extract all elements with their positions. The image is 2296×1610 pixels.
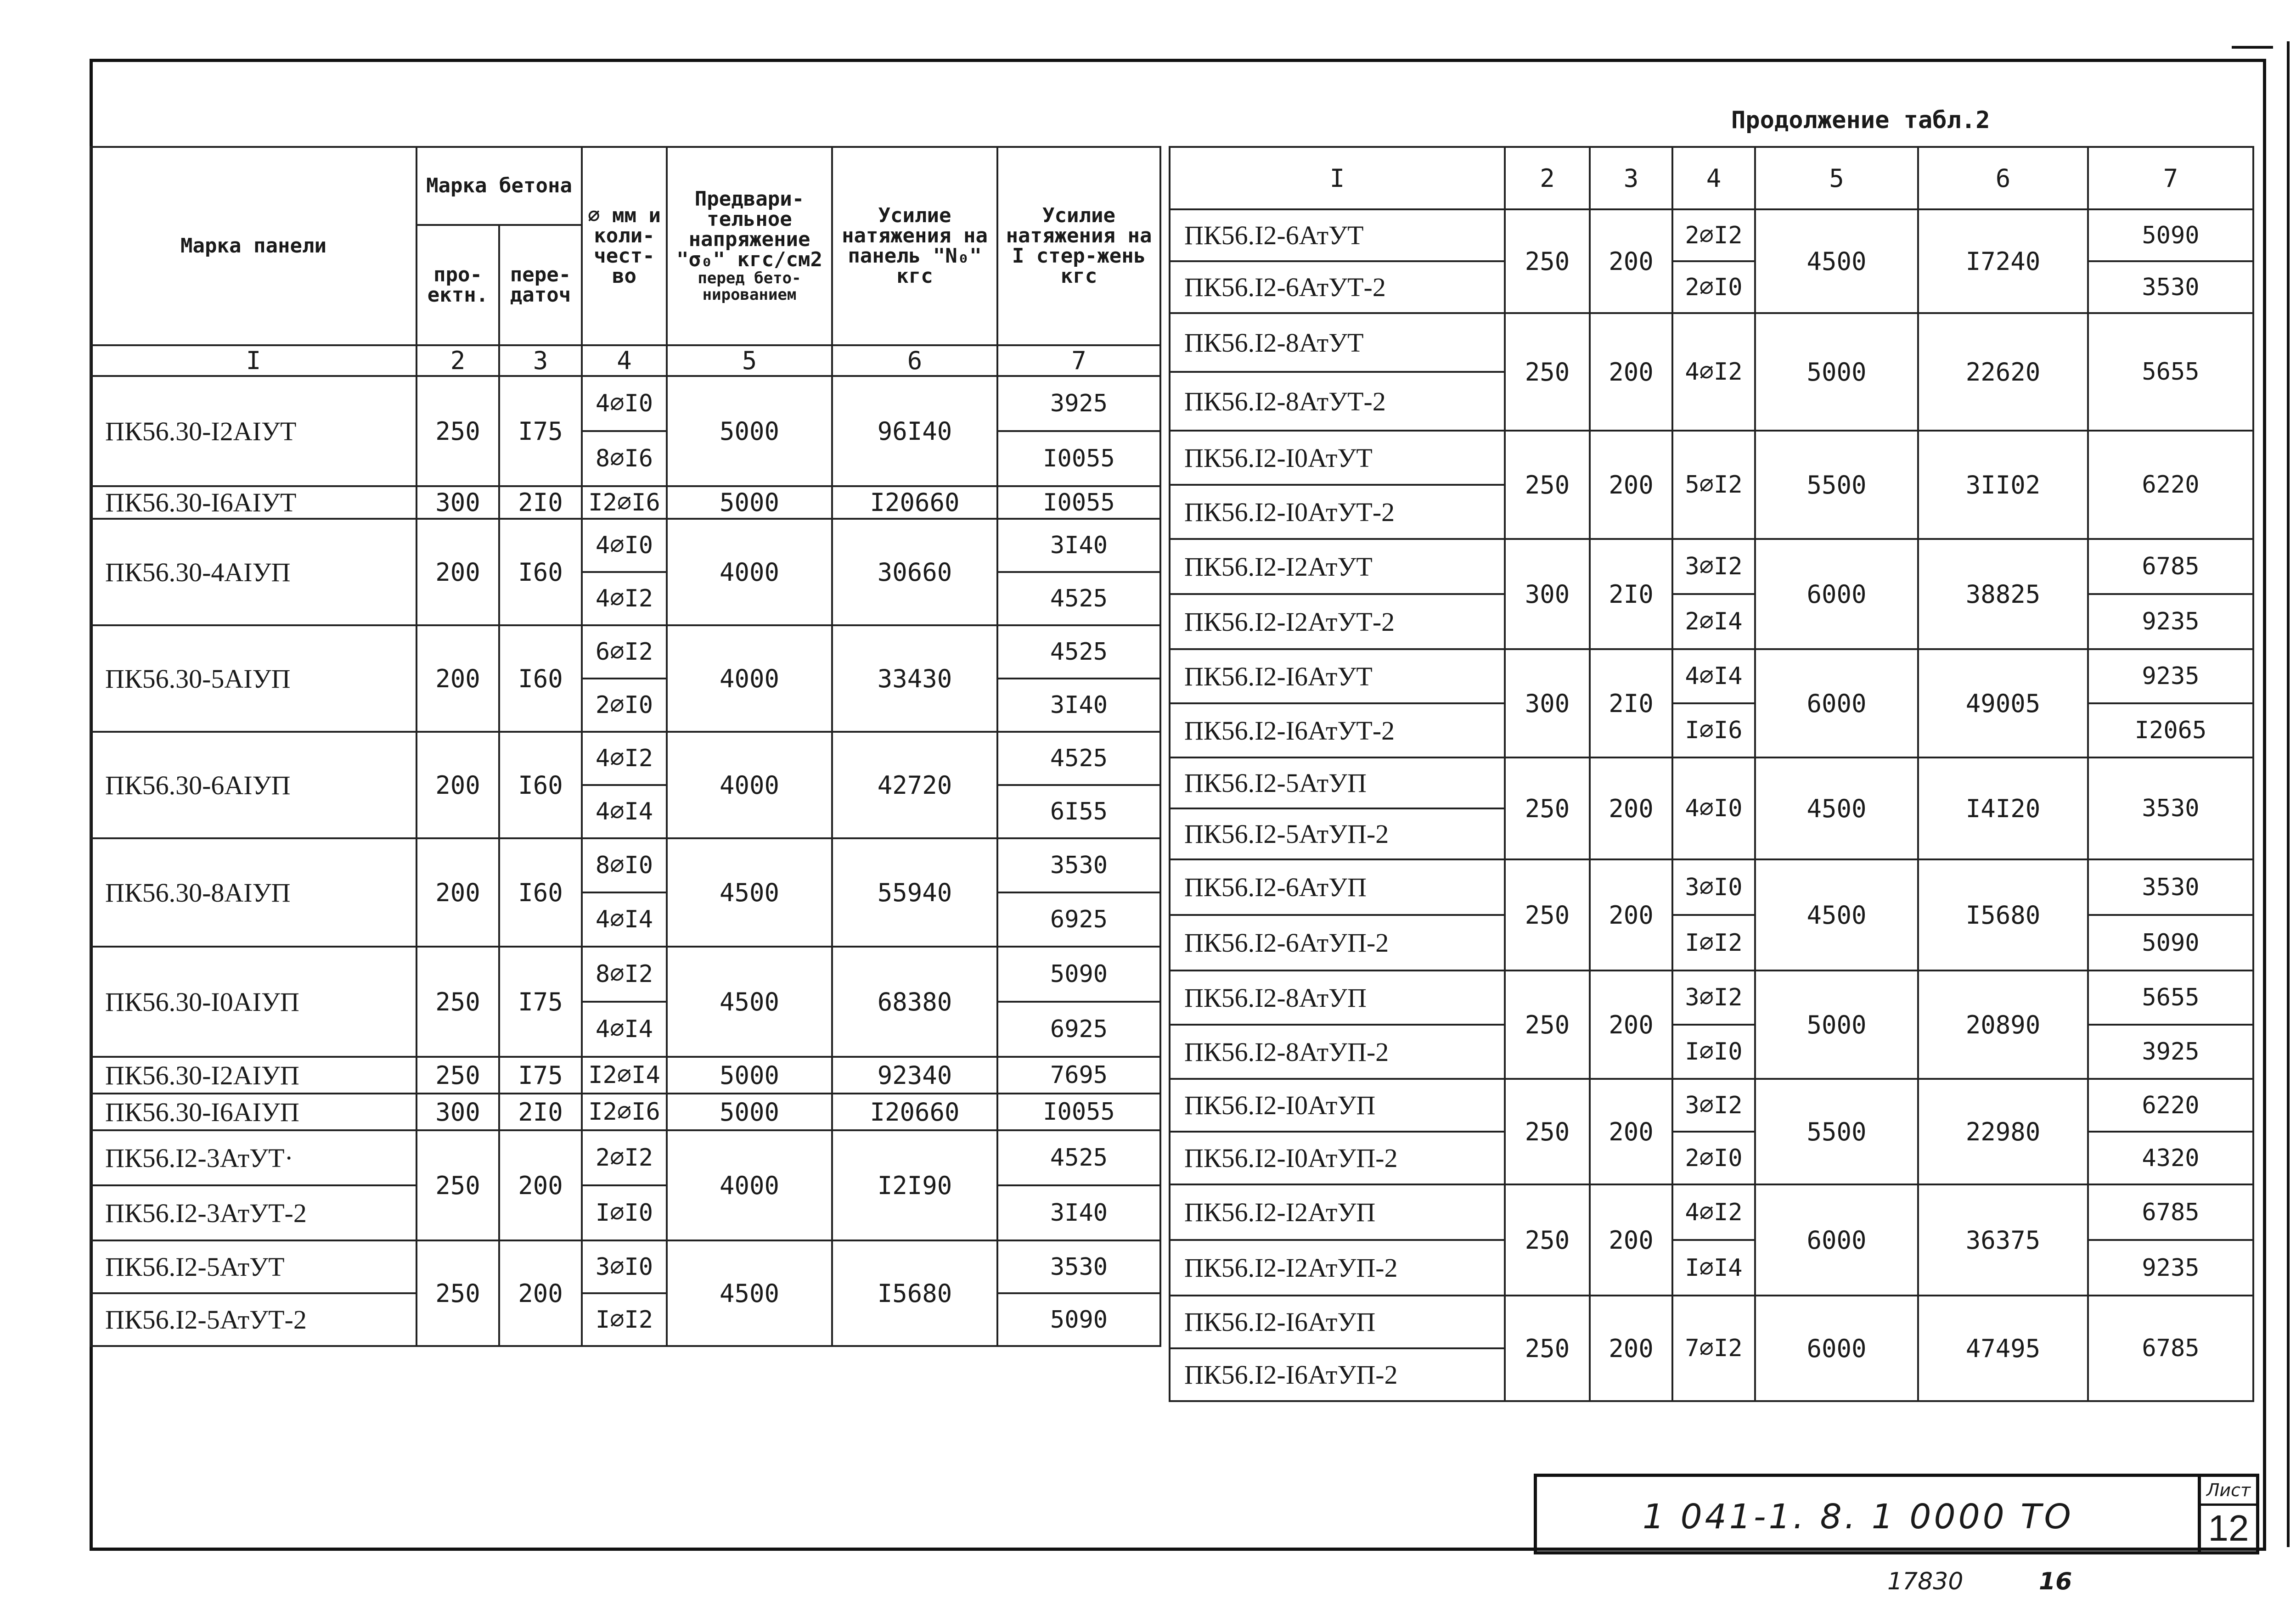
force-bar-value: 3530 [997, 838, 1160, 892]
column-number: 2 [416, 345, 499, 376]
force-panel-value: I20660 [832, 486, 997, 519]
force-bar-value: 6925 [997, 1002, 1160, 1057]
concrete-transfer: I75 [499, 947, 582, 1057]
concrete-design: 250 [1505, 431, 1590, 539]
continuation-title: Продолжение табл.2 [1731, 107, 1990, 134]
panel-mark: ПК56.I2-8АтУТ-2 [1170, 372, 1505, 431]
table-row [1170, 1132, 2253, 1184]
prestress-value: 4500 [1755, 757, 1918, 859]
prestress-value: 4500 [667, 1240, 832, 1346]
panel-mark: ПК56.I2-I6АтУТ [1170, 649, 1505, 703]
prestress-value: 6000 [1755, 1296, 1918, 1401]
force-bar-value: 3530 [2088, 859, 2253, 915]
panel-mark: ПК56.I2-I2АтУТ-2 [1170, 594, 1505, 649]
prestress-value: 5000 [667, 486, 832, 519]
sheet-number: 12 [2208, 1508, 2249, 1548]
table-row [90, 1057, 1160, 1094]
reinforcement: 3∅I2 [1672, 1079, 1755, 1132]
concrete-transfer: 200 [1590, 209, 1672, 313]
table-row [1170, 859, 2253, 915]
panel-mark: ПК56.I2-6АтУТ [1170, 209, 1505, 261]
force-bar-value: I0055 [997, 486, 1160, 519]
force-panel-value: I7240 [1918, 209, 2088, 313]
sheet-label: Лист [2201, 1477, 2256, 1506]
force-panel-value: 49005 [1918, 649, 2088, 757]
right-table [1169, 146, 2254, 1402]
header-panel-mark: Марка панели [90, 147, 416, 345]
column-number: 4 [1672, 147, 1755, 209]
concrete-design: 200 [416, 838, 499, 947]
force-bar-value: 3925 [997, 376, 1160, 431]
concrete-design: 250 [1505, 1184, 1590, 1296]
panel-mark: ПК56.30-5АIУП [90, 625, 416, 732]
table-row [90, 1240, 1160, 1293]
header-concrete-mark: Марка бетона [416, 147, 582, 225]
reinforcement: 4∅I0 [582, 519, 667, 572]
concrete-transfer: 200 [1590, 757, 1672, 859]
panel-mark: ПК56.I2-5АтУТ [90, 1240, 416, 1293]
force-bar-value: I2065 [2088, 703, 2253, 757]
reinforcement: 7∅I2 [1672, 1296, 1755, 1401]
header-prestress [667, 147, 832, 345]
sheet-box [2198, 1477, 2256, 1551]
panel-mark: ПК56.I2-I6АтУП-2 [1170, 1348, 1505, 1401]
table-row [1170, 539, 2253, 594]
force-panel-value: 22980 [1918, 1079, 2088, 1184]
panel-mark: ПК56.I2-5АтУП [1170, 757, 1505, 808]
table-row [1170, 970, 2253, 1025]
prestress-value: 5500 [1755, 1079, 1918, 1184]
force-bar-value: 4525 [997, 572, 1160, 625]
prestress-value: 4500 [667, 947, 832, 1057]
column-number-row [1170, 147, 2253, 209]
table-row [1170, 649, 2253, 703]
reinforcement: I∅I4 [1672, 1240, 1755, 1296]
table-row [1170, 757, 2253, 808]
concrete-transfer: I60 [499, 625, 582, 732]
force-bar-value: 3I40 [997, 679, 1160, 732]
table-row [1170, 1079, 2253, 1132]
reinforcement: 4∅I4 [582, 892, 667, 947]
force-panel-value: 38825 [1918, 539, 2088, 649]
table-row [1170, 431, 2253, 485]
concrete-design: 250 [416, 1057, 499, 1094]
force-bar-value: 5655 [2088, 313, 2253, 431]
column-number: I [1170, 147, 1505, 209]
column-number: 3 [499, 345, 582, 376]
column-number: 3 [1590, 147, 1672, 209]
column-number: 7 [997, 345, 1160, 376]
reinforcement: I∅I2 [582, 1293, 667, 1346]
prestress-value: 4500 [1755, 209, 1918, 313]
concrete-transfer: 200 [1590, 1184, 1672, 1296]
prestress-value: 6000 [1755, 1184, 1918, 1296]
reinforcement: 8∅I6 [582, 431, 667, 486]
force-bar-value: 7695 [997, 1057, 1160, 1094]
table-row [90, 519, 1160, 572]
prestress-value: 6000 [1755, 649, 1918, 757]
panel-mark: ПК56.30-I2АIУТ [90, 376, 416, 486]
concrete-design: 300 [416, 1094, 499, 1130]
force-bar-value: 6I55 [997, 785, 1160, 838]
reinforcement: 4∅I2 [1672, 313, 1755, 431]
force-bar-value: 6220 [2088, 431, 2253, 539]
reinforcement: 4∅I4 [1672, 649, 1755, 703]
panel-mark: ПК56.I2-6АтУП [1170, 859, 1505, 915]
reinforcement: 4∅I2 [1672, 1184, 1755, 1240]
panel-mark: ПК56.I2-5АтУТ-2 [90, 1293, 416, 1346]
panel-mark: ПК56.I2-5АтУП-2 [1170, 808, 1505, 859]
panel-mark: ПК56.I2-6АтУП-2 [1170, 915, 1505, 970]
reinforcement: 4∅I0 [1672, 757, 1755, 859]
reinforcement: 4∅I0 [582, 376, 667, 431]
force-bar-value: I0055 [997, 1094, 1160, 1130]
reinforcement: 2∅I2 [582, 1130, 667, 1185]
table-row [90, 376, 1160, 431]
concrete-design: 300 [1505, 539, 1590, 649]
column-number: 6 [1918, 147, 2088, 209]
force-bar-value: 3I40 [997, 519, 1160, 572]
force-bar-value: 3530 [2088, 261, 2253, 313]
force-panel-value: I2I90 [832, 1130, 997, 1240]
table-row [1170, 1025, 2253, 1079]
reinforcement: 5∅I2 [1672, 431, 1755, 539]
concrete-design: 250 [416, 1130, 499, 1240]
concrete-transfer: 200 [1590, 431, 1672, 539]
force-bar-value: 3530 [2088, 757, 2253, 859]
table-row [1170, 1240, 2253, 1296]
force-bar-value: 4320 [2088, 1132, 2253, 1184]
force-panel-value: I4I20 [1918, 757, 2088, 859]
force-panel-value: I5680 [1918, 859, 2088, 970]
panel-mark: ПК56.I2-I0АтУТ-2 [1170, 485, 1505, 539]
prestress-value: 5000 [1755, 970, 1918, 1079]
force-panel-value: 36375 [1918, 1184, 2088, 1296]
force-panel-value: 30660 [832, 519, 997, 625]
panel-mark: ПК56.30-6АIУП [90, 732, 416, 838]
concrete-transfer: I60 [499, 732, 582, 838]
table-row [90, 625, 1160, 679]
column-number: 6 [832, 345, 997, 376]
force-bar-value: 5090 [2088, 209, 2253, 261]
concrete-transfer: 200 [1590, 859, 1672, 970]
prestress-value: 4500 [667, 838, 832, 947]
reinforcement: I2∅I6 [582, 1094, 667, 1130]
concrete-design: 250 [1505, 859, 1590, 970]
header-design: про-ектн. [416, 225, 499, 345]
table-row [1170, 915, 2253, 970]
reinforcement: 8∅I0 [582, 838, 667, 892]
panel-mark: ПК56.I2-I0АтУТ [1170, 431, 1505, 485]
concrete-transfer: I75 [499, 376, 582, 486]
table-row [90, 1293, 1160, 1346]
reinforcement: 4∅I4 [582, 785, 667, 838]
concrete-design: 250 [1505, 209, 1590, 313]
reinforcement: 4∅I2 [582, 732, 667, 785]
force-bar-value: 6925 [997, 892, 1160, 947]
concrete-transfer: 200 [1590, 1296, 1672, 1401]
panel-mark: ПК56.I2-I2АтУП [1170, 1184, 1505, 1240]
panel-mark: ПК56.I2-I0АтУП-2 [1170, 1132, 1505, 1184]
panel-mark: ПК56.30-I6АIУП [90, 1094, 416, 1130]
reinforcement: 2∅I0 [1672, 261, 1755, 313]
concrete-transfer: 2I0 [499, 1094, 582, 1130]
concrete-design: 250 [1505, 757, 1590, 859]
prestress-value: 5000 [667, 1094, 832, 1130]
force-bar-value: 9235 [2088, 594, 2253, 649]
force-panel-value: 68380 [832, 947, 997, 1057]
table-row [90, 486, 1160, 519]
document-number: 1 041-1. 8. 1 0000 ТО [1643, 1497, 2074, 1537]
force-panel-value: 33430 [832, 625, 997, 732]
panel-mark: ПК56.30-I6АIУТ [90, 486, 416, 519]
footer-number: 17830 [1887, 1568, 1964, 1595]
concrete-transfer: 200 [1590, 1079, 1672, 1184]
reinforcement: I2∅I6 [582, 486, 667, 519]
force-bar-value: 4525 [997, 625, 1160, 679]
concrete-design: 200 [416, 732, 499, 838]
concrete-transfer: 200 [1590, 313, 1672, 431]
force-panel-value: 47495 [1918, 1296, 2088, 1401]
force-bar-value: I0055 [997, 431, 1160, 486]
reinforcement: 4∅I2 [582, 572, 667, 625]
force-bar-value: 9235 [2088, 649, 2253, 703]
concrete-transfer: 200 [1590, 970, 1672, 1079]
panel-mark: ПК56.I2-I6АтУТ-2 [1170, 703, 1505, 757]
prestress-value: 5000 [1755, 313, 1918, 431]
force-panel-value: 92340 [832, 1057, 997, 1094]
concrete-design: 300 [416, 486, 499, 519]
panel-mark: ПК56.30-I0АIУП [90, 947, 416, 1057]
table-row [1170, 703, 2253, 757]
force-bar-value: 4525 [997, 1130, 1160, 1185]
column-number: 4 [582, 345, 667, 376]
concrete-design: 250 [1505, 1079, 1590, 1184]
table-row [90, 947, 1160, 1002]
right-border-line [2287, 41, 2290, 1547]
concrete-design: 250 [1505, 313, 1590, 431]
concrete-transfer: 200 [499, 1130, 582, 1240]
concrete-transfer: 2I0 [1590, 649, 1672, 757]
force-panel-value: 55940 [832, 838, 997, 947]
table-row [90, 732, 1160, 785]
force-panel-value: I20660 [832, 1094, 997, 1130]
reinforcement: I∅I6 [1672, 703, 1755, 757]
prestress-value: 4500 [1755, 859, 1918, 970]
reinforcement: 6∅I2 [582, 625, 667, 679]
reinforcement: 2∅I0 [1672, 1132, 1755, 1184]
panel-mark: ПК56.30-I2АIУП [90, 1057, 416, 1094]
force-panel-value: 20890 [1918, 970, 2088, 1079]
prestress-value: 5500 [1755, 431, 1918, 539]
column-number: 5 [1755, 147, 1918, 209]
panel-mark: ПК56.I2-8АтУП-2 [1170, 1025, 1505, 1079]
force-panel-value: I5680 [832, 1240, 997, 1346]
reinforcement: 8∅I2 [582, 947, 667, 1002]
prestress-value: 5000 [667, 376, 832, 486]
header-prestress-text: Предвари-тельное напряжение "σ₀" кгс/см2 [676, 187, 822, 271]
panel-mark: ПК56.30-4АIУП [90, 519, 416, 625]
prestress-value: 4000 [667, 519, 832, 625]
concrete-transfer: 2I0 [499, 486, 582, 519]
concrete-design: 250 [416, 1240, 499, 1346]
panel-mark: ПК56.I2-I0АтУП [1170, 1079, 1505, 1132]
table-row [90, 1130, 1160, 1185]
concrete-transfer: I75 [499, 1057, 582, 1094]
reinforcement: 4∅I4 [582, 1002, 667, 1057]
column-number: I [90, 345, 416, 376]
panel-mark: ПК56.I2-I2АтУТ [1170, 539, 1505, 594]
table-row [90, 1185, 1160, 1240]
concrete-transfer: I60 [499, 838, 582, 947]
concrete-transfer: I60 [499, 519, 582, 625]
force-bar-value: 6220 [2088, 1079, 2253, 1132]
reinforcement: I∅I2 [1672, 915, 1755, 970]
panel-mark: ПК56.I2-3АтУТ· [90, 1130, 416, 1185]
table-row [1170, 594, 2253, 649]
column-number: 5 [667, 345, 832, 376]
table-row [1170, 313, 2253, 372]
reinforcement: 3∅I2 [1672, 970, 1755, 1025]
reinforcement: 2∅I2 [1672, 209, 1755, 261]
header-force-bar: Усилие натяжения на I стер-жень кгс [997, 147, 1160, 345]
table-row [1170, 1184, 2253, 1240]
column-number: 2 [1505, 147, 1590, 209]
prestress-value: 4000 [667, 625, 832, 732]
reinforcement: 2∅I4 [1672, 594, 1755, 649]
header-prestress-note: перед бето-нированием [698, 269, 801, 304]
force-bar-value: 6785 [2088, 539, 2253, 594]
force-bar-value: 3I40 [997, 1185, 1160, 1240]
reinforcement: I2∅I4 [582, 1057, 667, 1094]
force-panel-value: 96I40 [832, 376, 997, 486]
concrete-design: 200 [416, 625, 499, 732]
reinforcement: 3∅I0 [1672, 859, 1755, 915]
panel-mark: ПК56.I2-6АтУТ-2 [1170, 261, 1505, 313]
prestress-value: 4000 [667, 732, 832, 838]
force-bar-value: 5090 [997, 947, 1160, 1002]
concrete-design: 250 [416, 947, 499, 1057]
panel-mark: ПК56.30-8АIУП [90, 838, 416, 947]
prestress-value: 6000 [1755, 539, 1918, 649]
reinforcement: 2∅I0 [582, 679, 667, 732]
footer-index: 16 [2039, 1568, 2072, 1595]
force-bar-value: 4525 [997, 732, 1160, 785]
title-block [1534, 1474, 2259, 1554]
concrete-design: 250 [1505, 970, 1590, 1079]
panel-mark: ПК56.I2-3АтУТ-2 [90, 1185, 416, 1240]
concrete-design: 250 [416, 376, 499, 486]
column-number: 7 [2088, 147, 2253, 209]
concrete-design: 200 [416, 519, 499, 625]
force-bar-value: 5655 [2088, 970, 2253, 1025]
concrete-design: 250 [1505, 1296, 1590, 1401]
table-row [90, 1094, 1160, 1130]
reinforcement: 3∅I2 [1672, 539, 1755, 594]
concrete-design: 300 [1505, 649, 1590, 757]
force-bar-value: 3530 [997, 1240, 1160, 1293]
table-row [1170, 261, 2253, 313]
force-bar-value: 5090 [2088, 915, 2253, 970]
table-row [1170, 1296, 2253, 1348]
concrete-transfer: 200 [499, 1240, 582, 1346]
header-transfer: пере-даточ [499, 225, 582, 345]
reinforcement: 3∅I0 [582, 1240, 667, 1293]
force-bar-value: 5090 [997, 1293, 1160, 1346]
concrete-transfer: 2I0 [1590, 539, 1672, 649]
table-row [1170, 209, 2253, 261]
reinforcement: I∅I0 [1672, 1025, 1755, 1079]
panel-mark: ПК56.I2-8АтУТ [1170, 313, 1505, 372]
header-diameter-count: ∅ мм и коли-чест-во [582, 147, 667, 345]
panel-mark: ПК56.I2-8АтУП [1170, 970, 1505, 1025]
panel-mark: ПК56.I2-I6АтУП [1170, 1296, 1505, 1348]
prestress-value: 4000 [667, 1130, 832, 1240]
panel-mark: ПК56.I2-I2АтУП-2 [1170, 1240, 1505, 1296]
force-bar-value: 3925 [2088, 1025, 2253, 1079]
force-panel-value: 22620 [1918, 313, 2088, 431]
force-bar-value: 6785 [2088, 1184, 2253, 1240]
force-panel-value: 42720 [832, 732, 997, 838]
left-table [90, 146, 1161, 1347]
force-panel-value: 3II02 [1918, 431, 2088, 539]
prestress-value: 5000 [667, 1057, 832, 1094]
column-number-row [90, 345, 1160, 376]
force-bar-value: 6785 [2088, 1296, 2253, 1401]
reinforcement: I∅I0 [582, 1185, 667, 1240]
table-row [90, 838, 1160, 892]
header-force-panel: Усилие натяжения на панель "N₀" кгс [832, 147, 997, 345]
corner-tick [2232, 46, 2273, 49]
force-bar-value: 9235 [2088, 1240, 2253, 1296]
